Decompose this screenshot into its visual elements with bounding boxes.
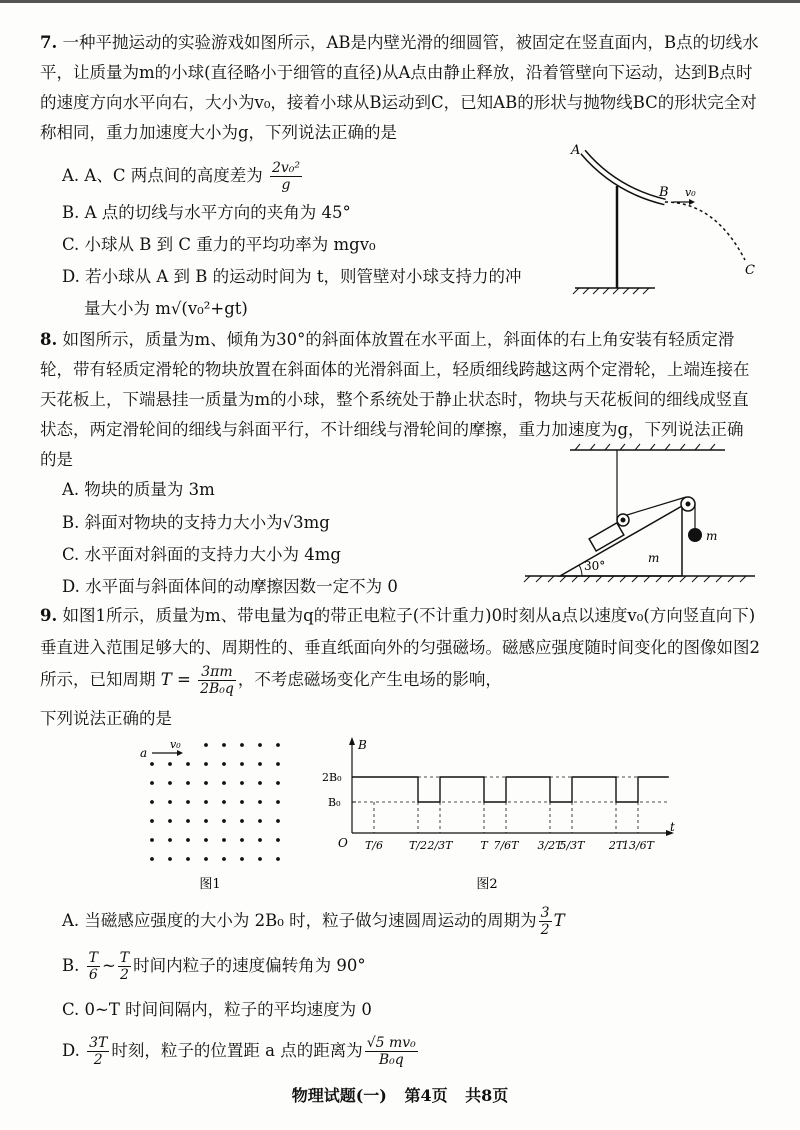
field-dot [258,781,262,785]
field-dot [186,762,190,766]
question-9-stem: 9. 如图1所示，质量为m、带电量为q的带正电粒子(不计重力)0时刻从a点以速度v₀(方向竖直向下)垂直进入范围足够大的、周期性的、垂直纸面向外的匀强磁场。磁感应强度随时间变化的图像如图2所示，已知周期 T = $\frac{3\pi m}{\text{2B₀q}}$ ，不考虑磁场变化产生电场的影响， 下列说法正确的是 [40,600,760,735]
fraction: $\frac{3}{2}$ [540,905,550,938]
field-dot [222,838,226,842]
label-v0: v₀ [170,738,181,751]
question-8-number: 8. [40,330,58,349]
field-dot [168,857,172,861]
field-dot [240,762,244,766]
question-8-option-b: B. 斜面对物块的支持力大小为√3mg [62,513,330,532]
axis-b-label: B [358,738,367,752]
field-dot [186,857,190,861]
field-dot [150,800,154,804]
question-7-option-d-line1: D. 若小球从 A 到 B 的运动时间为 t，则管壁对小球支持力的冲 [62,267,522,286]
field-dot [276,838,280,842]
field-dot [258,762,262,766]
field-dot [168,762,172,766]
question-7-text: 一种平抛运动的实验游戏如图所示，AB是内壁光滑的细圆管，被固定在竖直面内，B点的切线水平，让质量为m的小球(直径略小于细管的直径)从A点由静止释放，沿着管壁向下运动，达到B点时的速度方向水平向右，大小为v₀，接着小球从B运动到C，已知AB的形状与抛物线BC的形状完全对称相同，重力加速度大小为g，下列说法正确的是 [40,33,759,142]
label-angle: 30° [584,559,606,573]
question-9-option-d: D. $\frac{3T}{2}$ 时刻，粒子的位置距 a 点的距离为 $\frac{\text{√5 mv₀}}{\text{B₀q}}$ [62,1035,416,1068]
question-7-option-a: A. A、C 两点间的高度差为 $\frac{\text{2v₀²}}{g}$ [62,160,300,193]
fraction: $\frac{\text{√5 mv₀}}{\text{B₀q}}$ [366,1035,416,1068]
field-dot [168,819,172,823]
footer-total: 共8页 [465,1086,509,1105]
level-2b0-label: 2B₀ [322,771,342,784]
field-dot [204,781,208,785]
field-dot [150,819,154,823]
label-b: B [659,185,669,200]
field-dot [240,800,244,804]
field-dot [276,762,280,766]
field-dot [204,743,208,747]
question-7-figure [555,140,785,300]
field-dot [186,781,190,785]
field-dot [204,819,208,823]
field-dot [222,800,226,804]
field-dot [222,857,226,861]
field-dot [240,781,244,785]
tick-label: 5/3T [559,839,585,852]
question-7-number: 7. [40,33,58,52]
question-9-option-a: A. 当磁感应强度的大小为 2B₀ 时，粒子做匀速圆周运动的周期为 $\frac{3}{2}$ T [62,905,565,938]
field-dot [276,743,280,747]
field-dot [276,857,280,861]
field-dot [258,819,262,823]
figure-1 [130,735,300,895]
figure-2 [322,735,682,895]
figure-1-caption: 图1 [199,877,221,892]
fraction: $\frac{T}{6}$ [88,950,98,983]
label-c: C [745,263,755,278]
figure-2-caption: 图2 [476,877,498,892]
fraction: $\frac{3\pi m}{\text{2B₀q}}$ [200,664,234,697]
footer-title: 物理试题(一) [291,1086,387,1105]
field-dot [204,857,208,861]
field-dot [222,819,226,823]
question-8-option-d: D. 水平面与斜面体间的动摩擦因数一定不为 0 [62,577,398,596]
field-dot [186,819,190,823]
origin-label: O [338,836,348,850]
fraction: $\frac{T}{2}$ [119,950,130,983]
question-9-option-b: B. $\frac{T}{6}$ ~ $\frac{T}{2}$ 时间内粒子的速度偏转角为 90° [62,950,366,983]
tick-label: 2T [608,839,624,852]
field-dot [222,781,226,785]
question-9-prompt: 下列说法正确的是 [40,709,172,728]
question-7-option-c: C. 小球从 B 到 C 重力的平均功率为 mgv₀ [62,235,376,254]
field-dot [168,838,172,842]
question-8-option-c: C. 水平面对斜面的支持力大小为 4mg [62,545,341,564]
tick-label: 7/6T [493,839,519,852]
question-8-figure [520,440,765,590]
level-b0-label: B₀ [328,796,341,809]
field-dot [258,838,262,842]
question-7-stem [40,28,760,148]
field-dot [258,800,262,804]
question-8-option-a: A. 物块的质量为 3m [62,480,215,499]
field-dot [240,819,244,823]
field-dot [240,838,244,842]
axis-t-label: t [670,820,675,834]
field-dot [150,838,154,842]
tick-label: T/6 [364,839,384,852]
label-m-ball: m [706,529,718,543]
field-dot [186,800,190,804]
field-dot [204,838,208,842]
field-dot [222,743,226,747]
label-v0: v₀ [685,186,696,199]
field-dot [204,800,208,804]
tick-label: 3/2T [537,839,563,852]
field-dot [150,781,154,785]
field-dot [240,857,244,861]
fraction: $\frac{\text{2v₀²}}{g}$ [271,160,300,193]
field-dot [150,762,154,766]
label-m-slope: m [648,551,660,565]
field-dot [276,800,280,804]
question-9-number: 9. [40,606,58,625]
label-a: A [571,143,581,158]
question-7-option-b: B. A 点的切线与水平方向的夹角为 45° [62,203,351,222]
question-8-text: 如图所示，质量为m、倾角为30°的斜面体放置在水平面上，斜面体的右上角安装有轻质定滑轮，带有轻质定滑轮的物块放置在斜面体的光滑斜面上，轻质细线跨越这两个定滑轮，上端连接在天花板上，下端悬挂一质量为m的小球，整个系统处于静止状态时，物块与天花板间的细线成竖直状态，两定滑轮间的细线与斜面平行，不计细线与滑轮间的摩擦，重力加速度为g，下列说法正确的是 [40,330,750,469]
tick-label: T/2 [408,839,428,852]
footer-page: 第4页 [404,1086,448,1105]
field-dot [258,743,262,747]
question-7-option-d-line2: 量大小为 m√(v₀²+gt) [84,299,248,318]
field-dot [150,857,154,861]
tick-label: 13/6T [621,839,655,852]
page-footer [0,1083,800,1106]
field-dot [276,819,280,823]
field-dot [204,762,208,766]
tick-label: 2/3T [427,839,453,852]
field-dot [168,781,172,785]
field-dot [240,743,244,747]
field-dot [168,800,172,804]
field-dot [222,762,226,766]
field-dot [258,857,262,861]
tick-label: T [480,839,488,852]
label-a: a [140,746,148,760]
b-field-wave [352,777,669,802]
fraction: $\frac{3T}{2}$ [89,1035,108,1068]
top-border [0,0,800,3]
field-dot [276,781,280,785]
question-9-option-c: C. 0~T 时间间隔内，粒子的平均速度为 0 [62,1000,372,1019]
field-dot [186,838,190,842]
